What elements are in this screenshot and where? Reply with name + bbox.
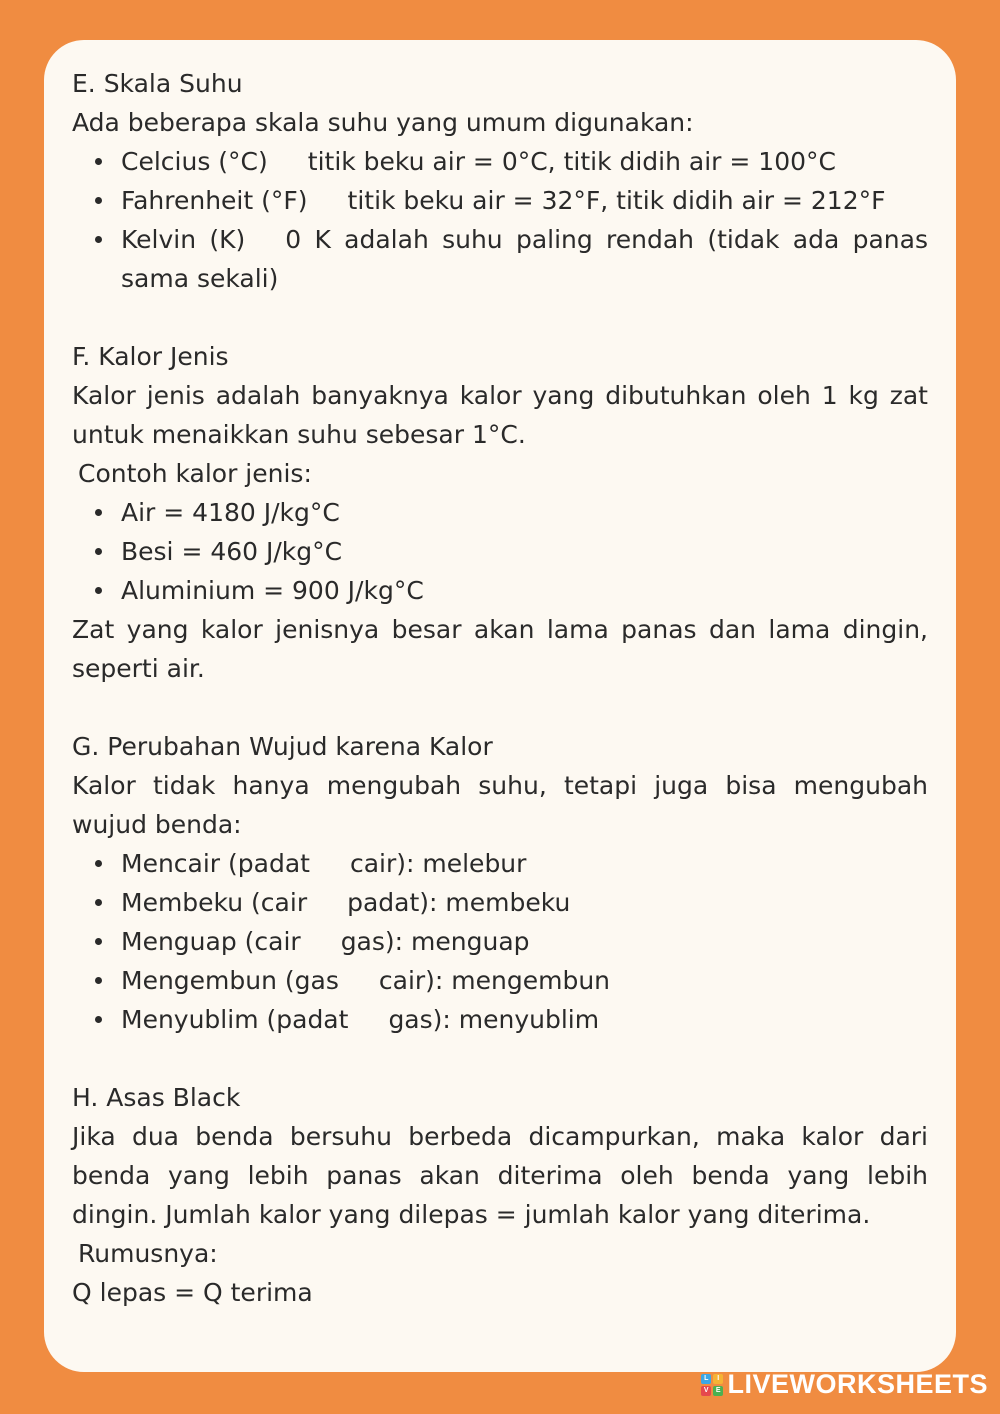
scale-name: Kelvin (K)	[121, 225, 246, 254]
temperature-scale-list	[72, 142, 928, 298]
section-f-intro: Kalor jenis adalah banyaknya kalor yang dibutuhkan oleh 1 kg zat untuk menaikkan suhu sebesar 1°C.	[72, 381, 928, 449]
list-item	[121, 883, 928, 922]
worksheet-content	[72, 64, 928, 1312]
section-f-examples-label: Contoh kalor jenis:	[78, 459, 312, 488]
logo-tile: E	[713, 1386, 723, 1396]
phase-from: Membeku (cair	[121, 888, 308, 917]
list-item: Besi = 460 J/kg°C	[121, 532, 928, 571]
list-item	[121, 922, 928, 961]
section-e-intro: Ada beberapa skala suhu yang umum digunakan:	[72, 108, 694, 137]
phase-to: gas): menyublim	[388, 1005, 600, 1034]
scale-desc: titik beku air = 32°F, titik didih air = 212°F	[347, 186, 886, 215]
section-g-intro: Kalor tidak hanya mengubah suhu, tetapi juga bisa mengubah wujud benda:	[72, 771, 928, 839]
scale-desc: 0 K adalah suhu paling rendah (tidak ada panas sama sekali)	[121, 225, 928, 293]
section-h-intro: Jika dua benda bersuhu berbeda dicampurkan, maka kalor dari benda yang lebih panas akan diterima oleh benda yang lebih dingin. Jumlah kalor yang dilepas = jumlah kalor yang diterima.	[72, 1122, 928, 1229]
list-item	[121, 961, 928, 1000]
section-e-heading: E. Skala Suhu	[72, 69, 243, 98]
section-h-heading: H. Asas Black	[72, 1083, 241, 1112]
specific-heat-list	[72, 493, 928, 610]
phase-to: padat): membeku	[347, 888, 571, 917]
list-item	[121, 142, 928, 181]
section-f-heading: F. Kalor Jenis	[72, 342, 229, 371]
logo-tile: L	[701, 1374, 711, 1384]
list-item	[121, 1000, 928, 1039]
list-item: Air = 4180 J/kg°C	[121, 493, 928, 532]
phase-from: Menyublim (padat	[121, 1005, 349, 1034]
scale-desc: titik beku air = 0°C, titik didih air = 100°C	[307, 147, 836, 176]
phase-to: cair): melebur	[349, 849, 527, 878]
section-h-formula: Q lepas = Q terima	[72, 1278, 313, 1307]
list-item	[121, 181, 928, 220]
section-g-heading: G. Perubahan Wujud karena Kalor	[72, 732, 493, 761]
logo-tile: V	[701, 1386, 711, 1396]
list-item	[121, 220, 928, 298]
phase-to: gas): menguap	[340, 927, 530, 956]
phase-from: Mengembun (gas	[121, 966, 339, 995]
phase-from: Menguap (cair	[121, 927, 301, 956]
scale-name: Fahrenheit (°F)	[121, 186, 308, 215]
liveworksheets-logo[interactable]	[701, 1369, 988, 1400]
scale-name: Celcius (°C)	[121, 147, 268, 176]
phase-to: cair): mengembun	[378, 966, 611, 995]
logo-tile: I	[713, 1374, 723, 1384]
section-f-conclusion: Zat yang kalor jenisnya besar akan lama panas dan lama dingin, seperti air.	[72, 615, 928, 683]
list-item	[121, 844, 928, 883]
brand-text: LIVEWORKSHEETS	[727, 1369, 988, 1399]
phase-change-list	[72, 844, 928, 1039]
phase-from: Mencair (padat	[121, 849, 310, 878]
list-item: Aluminium = 900 J/kg°C	[121, 571, 928, 610]
liveworksheets-icon	[701, 1374, 723, 1396]
section-h-formula-label: Rumusnya:	[78, 1239, 218, 1268]
